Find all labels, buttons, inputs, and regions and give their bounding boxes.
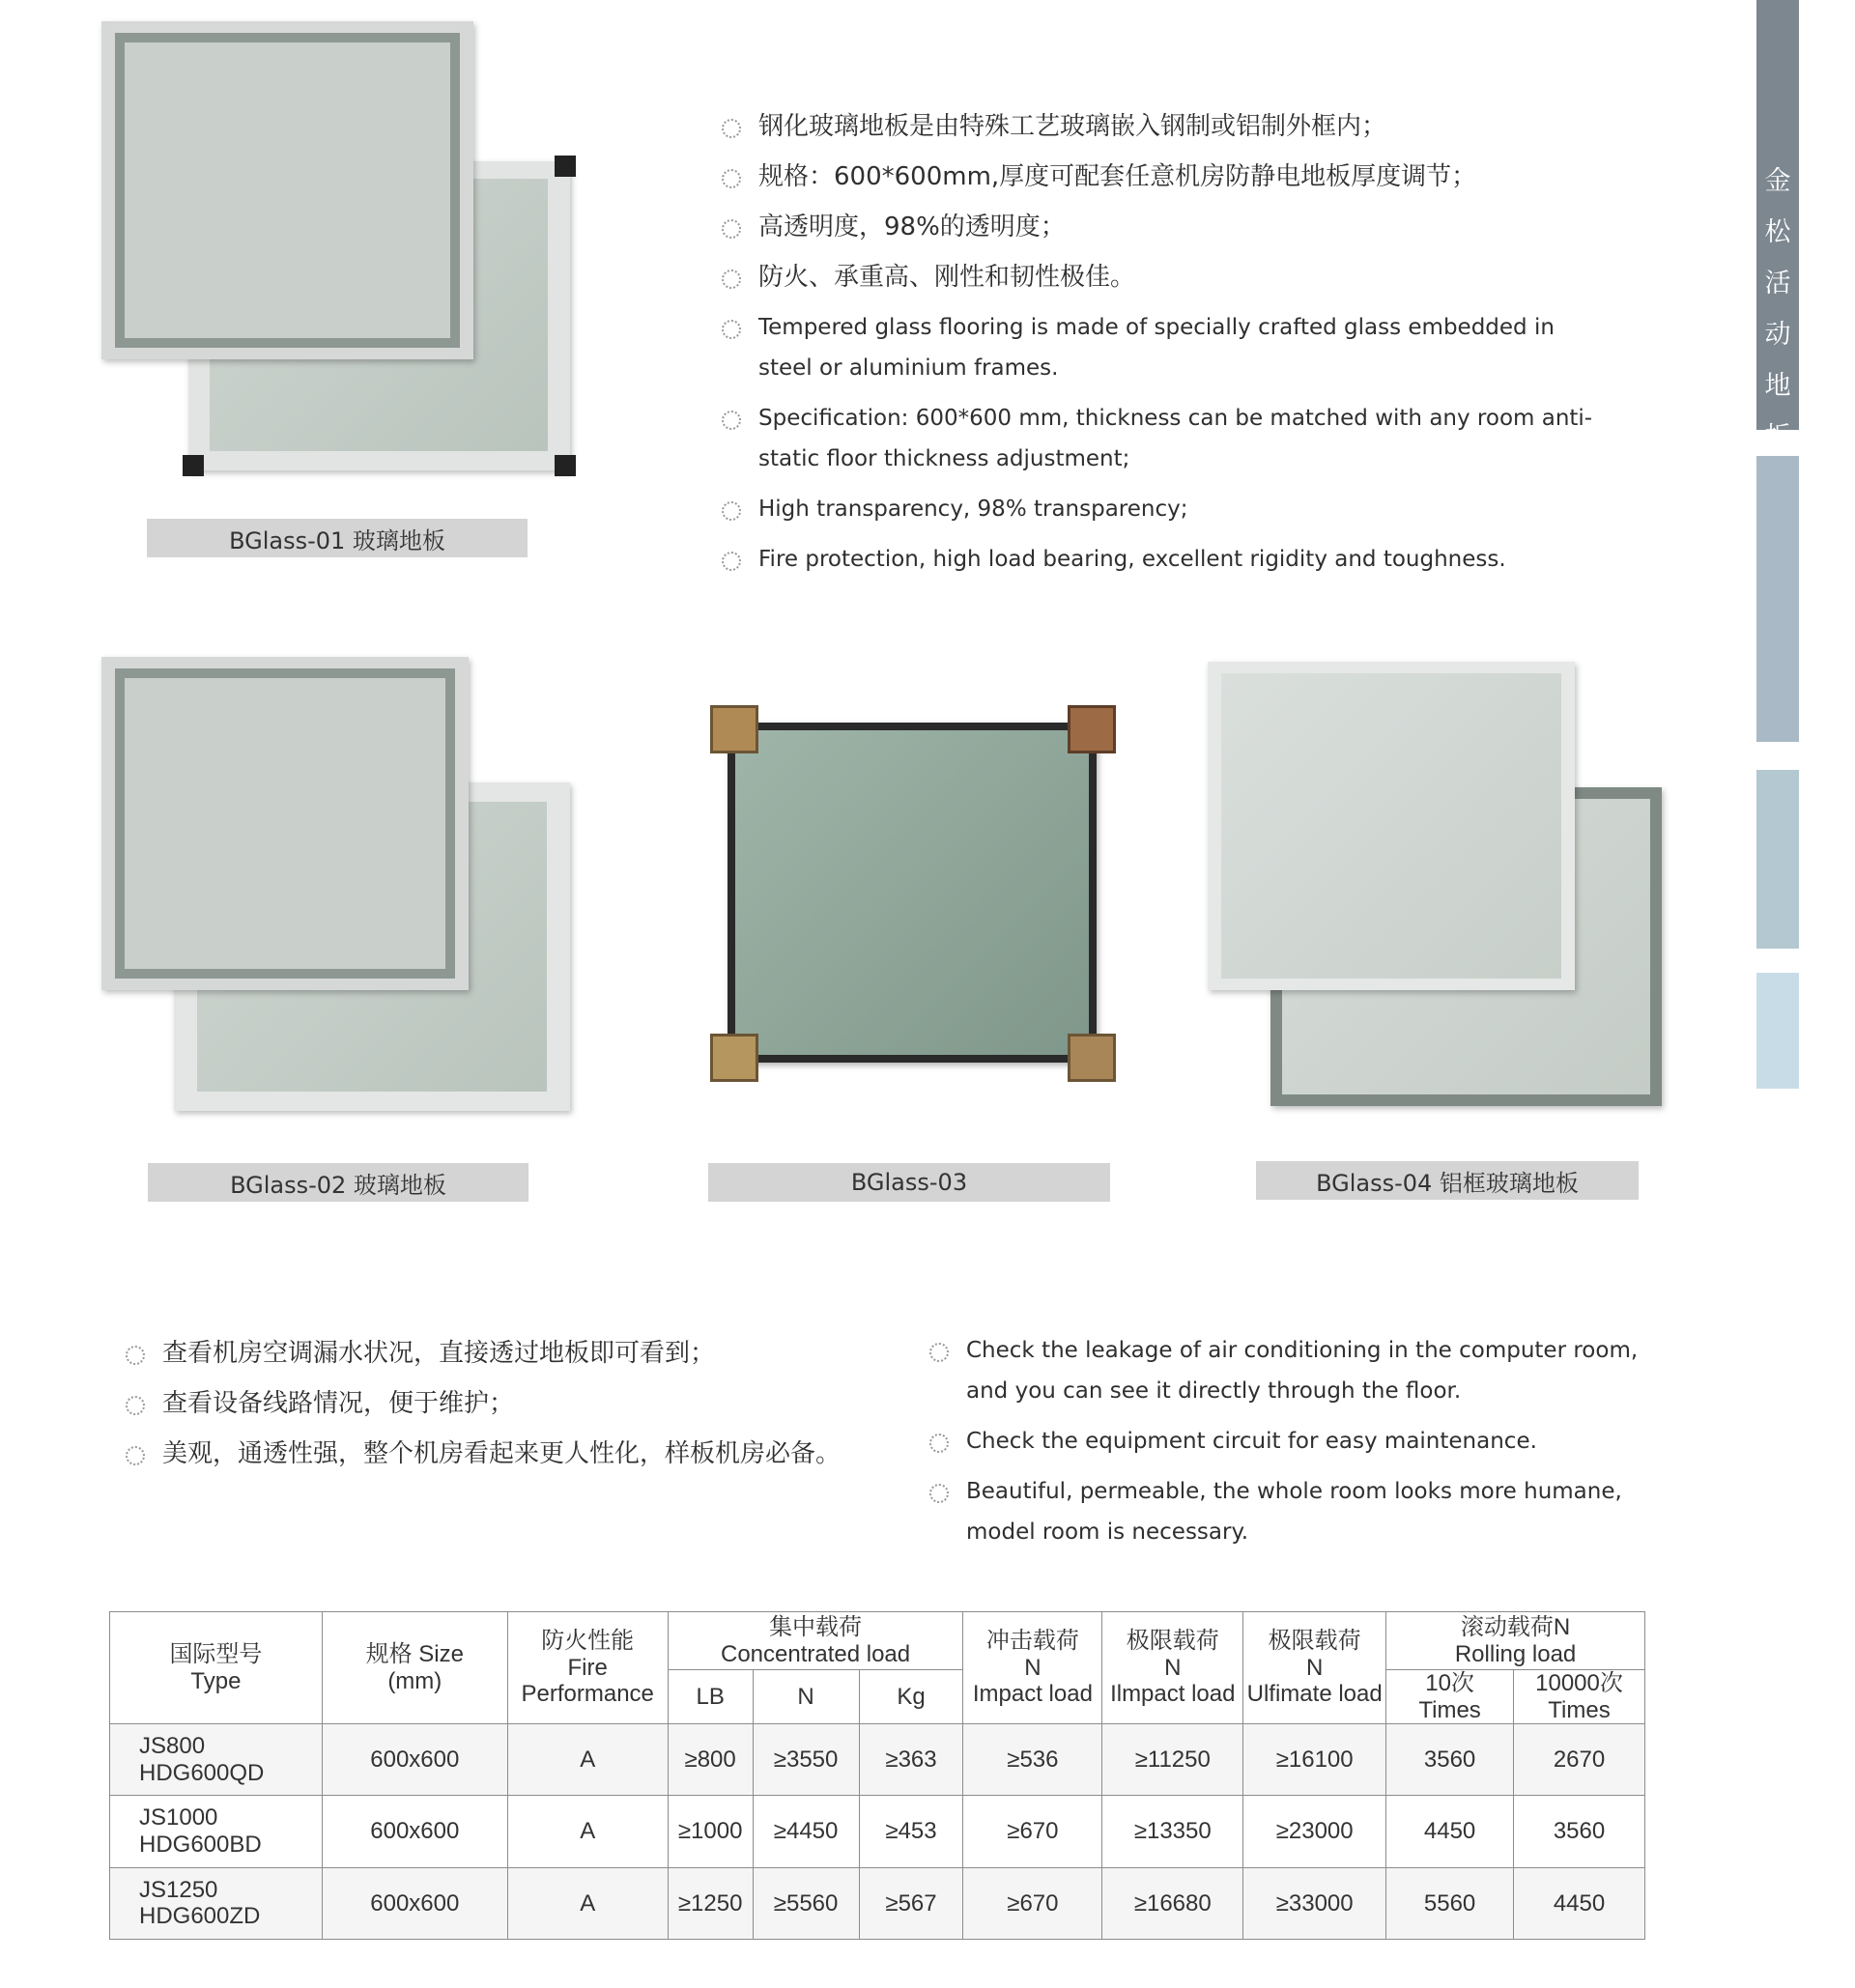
cell-lb: ≥1250 (668, 1867, 753, 1939)
cell-kg: ≥363 (859, 1724, 963, 1796)
cell-fire: A (507, 1796, 668, 1867)
cell-rolling-10000: 3560 (1514, 1796, 1645, 1867)
header-type: 国际型号 Type (110, 1612, 323, 1724)
bullet-circle-icon (722, 119, 741, 138)
cell-rolling-10: 5560 (1386, 1867, 1514, 1939)
cell-type: JS1000 HDG600BD (110, 1796, 323, 1867)
bullet-circle-icon (929, 1343, 949, 1362)
cell-kg: ≥567 (859, 1867, 963, 1939)
table-row (110, 1796, 1645, 1867)
header-n: N (753, 1670, 859, 1724)
header-limit-load-2: 极限载荷 N Ulfimate load (1243, 1612, 1386, 1724)
feature-list-en (720, 307, 1609, 589)
cell-impact: ≥670 (963, 1867, 1102, 1939)
header-impact-load: 冲击载荷 N Impact load (963, 1612, 1102, 1724)
side-tab-quaternary (1756, 973, 1799, 1089)
product-image-bglass-03 (710, 705, 1116, 1082)
cell-rolling-10000: 2670 (1514, 1724, 1645, 1796)
side-title-char: 动 (1764, 320, 1791, 350)
product-image-bglass-02 (101, 657, 575, 1121)
cell-impact: ≥536 (963, 1724, 1102, 1796)
cell-fire: A (507, 1724, 668, 1796)
bullet-circle-icon (722, 169, 741, 188)
cell-limit-1: ≥16680 (1102, 1867, 1243, 1939)
header-limit-load-1: 极限载荷 N Ilmpact load (1102, 1612, 1243, 1724)
header-size: 规格 Size (mm) (322, 1612, 507, 1724)
side-title-char: 金 (1764, 166, 1791, 196)
side-title-char: 活 (1764, 269, 1791, 298)
feature-item: High transparency, 98% transparency; (720, 489, 1609, 529)
side-tab-tertiary (1756, 770, 1799, 949)
bullet-circle-icon (929, 1434, 949, 1453)
header-concentrated-load: 集中载荷 Concentrated load (668, 1612, 963, 1670)
feature-list-cn (720, 106, 1589, 307)
bullet-circle-icon (722, 552, 741, 571)
cell-size: 600x600 (322, 1796, 507, 1867)
feature-item: Fire protection, high load bearing, excellent rigidity and toughness. (720, 539, 1609, 580)
cell-type: JS800 HDG600QD (110, 1724, 323, 1796)
cell-limit-2: ≥16100 (1243, 1724, 1386, 1796)
benefit-item: 美观，通透性强，整个机房看起来更人性化，样板机房必备。 (124, 1434, 916, 1474)
cell-lb: ≥1000 (668, 1796, 753, 1867)
cell-lb: ≥800 (668, 1724, 753, 1796)
product-image-bglass-01 (101, 21, 575, 483)
side-tab-secondary (1756, 456, 1799, 742)
spec-table (109, 1611, 1645, 1940)
cell-n: ≥4450 (753, 1796, 859, 1867)
cell-limit-1: ≥13350 (1102, 1796, 1243, 1867)
feature-item: 钢化玻璃地板是由特殊工艺玻璃嵌入钢制或铝制外框内； (720, 106, 1589, 147)
feature-item: Specification: 600*600 mm, thickness can be matched with any room anti-static floor thickness adjustment; (720, 398, 1609, 479)
cell-impact: ≥670 (963, 1796, 1102, 1867)
side-title-char: 松 (1764, 217, 1791, 247)
cell-limit-2: ≥33000 (1243, 1867, 1386, 1939)
bullet-circle-icon (722, 219, 741, 239)
cell-n: ≥5560 (753, 1867, 859, 1939)
bullet-circle-icon (722, 270, 741, 289)
feature-item: 防火、承重高、刚性和韧性极佳。 (720, 257, 1589, 298)
bullet-circle-icon (722, 320, 741, 339)
header-rolling-10: 10次 Times (1386, 1670, 1514, 1724)
cell-size: 600x600 (322, 1724, 507, 1796)
bullet-circle-icon (722, 411, 741, 430)
cell-n: ≥3550 (753, 1724, 859, 1796)
cell-type: JS1250 HDG600ZD (110, 1867, 323, 1939)
cell-rolling-10000: 4450 (1514, 1867, 1645, 1939)
cell-kg: ≥453 (859, 1796, 963, 1867)
cell-size: 600x600 (322, 1867, 507, 1939)
benefit-item: 查看设备线路情况，便于维护； (124, 1383, 916, 1424)
bullet-circle-icon (722, 501, 741, 521)
caption-bglass-04: BGlass-04 铝框玻璃地板 (1256, 1161, 1639, 1200)
table-row (110, 1724, 1645, 1796)
bullet-circle-icon (126, 1346, 145, 1365)
benefit-item: Check the equipment circuit for easy maintenance. (928, 1421, 1662, 1462)
benefit-item: Check the leakage of air conditioning in the computer room, and you can see it directly through the floor. (928, 1330, 1662, 1411)
caption-bglass-03: BGlass-03 (708, 1163, 1110, 1202)
side-title (1756, 159, 1799, 453)
side-title-char: 地 (1764, 371, 1791, 401)
cell-rolling-10: 4450 (1386, 1796, 1514, 1867)
cell-fire: A (507, 1867, 668, 1939)
header-rolling-load: 滚动载荷N Rolling load (1386, 1612, 1645, 1670)
header-rolling-10000: 10000次 Times (1514, 1670, 1645, 1724)
cell-limit-2: ≥23000 (1243, 1796, 1386, 1867)
benefit-item: 查看机房空调漏水状况，直接透过地板即可看到； (124, 1333, 916, 1374)
benefit-list-en (928, 1330, 1662, 1562)
caption-bglass-02: BGlass-02 玻璃地板 (148, 1163, 528, 1202)
header-lb: LB (668, 1670, 753, 1724)
benefit-item: Beautiful, permeable, the whole room looks more humane, model room is necessary. (928, 1471, 1662, 1552)
header-kg: Kg (859, 1670, 963, 1724)
cell-limit-1: ≥11250 (1102, 1724, 1243, 1796)
table-row (110, 1867, 1645, 1939)
product-image-bglass-04 (1208, 662, 1671, 1116)
benefit-list-cn (124, 1333, 916, 1484)
caption-bglass-01: BGlass-01 玻璃地板 (147, 519, 528, 557)
side-title-char: 板 (1764, 422, 1791, 452)
bullet-circle-icon (126, 1396, 145, 1415)
feature-item: 规格：600*600mm,厚度可配套任意机房防静电地板厚度调节； (720, 156, 1589, 197)
feature-item: 高透明度，98%的透明度； (720, 207, 1589, 247)
bullet-circle-icon (126, 1446, 145, 1465)
header-fire: 防火性能 Fire Performance (507, 1612, 668, 1724)
bullet-circle-icon (929, 1484, 949, 1503)
cell-rolling-10: 3560 (1386, 1724, 1514, 1796)
feature-item: Tempered glass flooring is made of specially crafted glass embedded in steel or aluminium frames. (720, 307, 1609, 388)
